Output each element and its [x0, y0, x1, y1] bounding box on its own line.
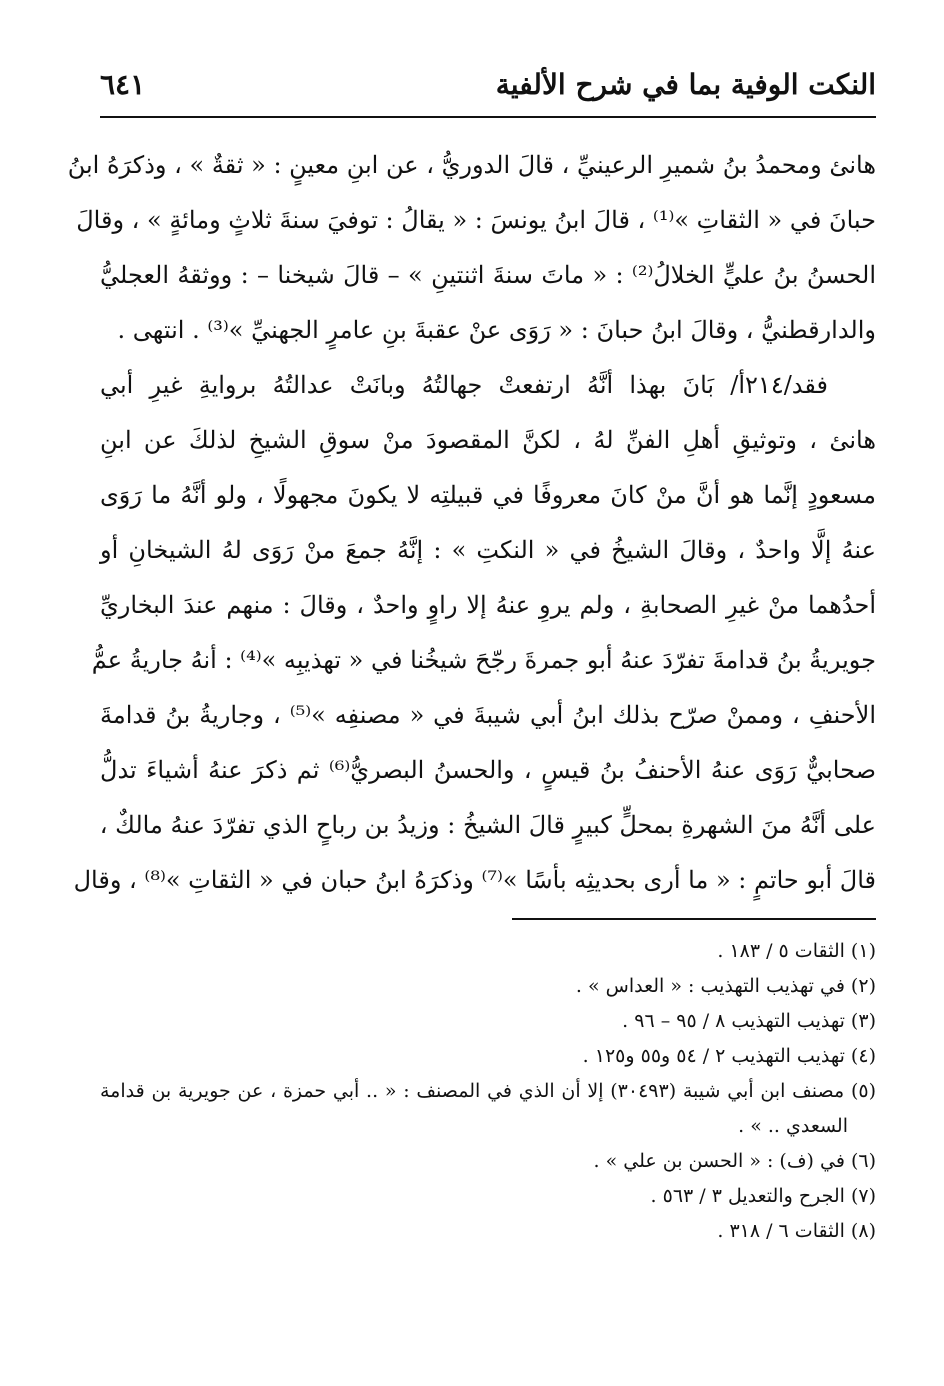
footnote-continuation: السعدي .. » . — [738, 1115, 848, 1137]
footnote: (٧) الجرح والتعديل ٣ / ٥٦٣ . — [650, 1185, 876, 1207]
text-line: عنهُ إلَّا واحدٌ ، وقالَ الشيخُ في « النكتِ » : إنَّهُ جمعَ منْ رَوَى لهُ الشيخانِ أو — [100, 536, 876, 564]
header-title: النكت الوفية بما في شرح الألفية — [495, 67, 876, 101]
text-line: هانئ ومحمدُ بنُ شميرِ الرعينيِّ ، قالَ الدوريُّ ، عن ابنِ معينٍ : « ثقةٌ » ، وذكرَهُ ابنُ — [67, 151, 876, 179]
text-line: الحسنُ بنُ عليٍّ الخلالُ⁽²⁾ : « ماتَ سنةَ اثنتينِ » – قالَ شيخنا – : ووثقهُ العجليُّ — [100, 261, 877, 289]
text-line: مسعودٍ إنَّما هو أنَّ منْ كانَ معروفًا في قبيلتِه لا يكونَ مجهولًا ، ولو أنَّهُ ما رَوَى — [100, 481, 876, 509]
text-line: على أنَّهُ منَ الشهرةِ بمحلٍّ كبيرٍ قالَ الشيخُ : وزيدُ بن رباحٍ الذي تفرّدَ عنهُ مالكٌ ، — [99, 811, 876, 839]
text-line: أحدُهما منْ غيرِ الصحابةِ ، ولم يروِ عنهُ إلا راوٍ واحدٌ ، وقالَ : منهم عندَ البخاريِّ — [100, 591, 876, 619]
running-header — [100, 60, 876, 108]
text-line: صحابيٌّ رَوَى عنهُ الأحنفُ بنُ قيسٍ ، والحسنُ البصريُّ⁽⁶⁾ ثم ذكرَ عنهُ أشياءَ تدلُّ — [100, 756, 876, 784]
text-line: حبانَ في « الثقاتِ »⁽¹⁾ ، قالَ ابنُ يونسَ : « يقالُ : توفيَ سنةَ ثلاثٍ ومائةٍ » ، وقالَ — [76, 206, 876, 234]
text-line: قالَ أبو حاتمٍ : « ما أرى بحديثِه بأسًا »⁽⁷⁾ وذكرَهُ ابنُ حبان في « الثقاتِ »⁽⁸⁾ ، وقال — [73, 866, 876, 894]
header-rule — [100, 116, 876, 118]
text-line: الأحنفِ ، وممنْ صرّح بذلك ابنُ أبي شيبةَ في « مصنفِه »⁽⁵⁾ ، وجاريةُ بنُ قدامةَ — [100, 701, 876, 729]
footnote: (٣) تهذيب التهذيب ٨ / ٩٥ – ٩٦ . — [622, 1010, 876, 1032]
footnote: (٥) مصنف ابن أبي شيبة (٣٠٤٩٣) إلا أن الذي في المصنف : « .. أبي حمزة ، عن جويرية بن قدامة — [100, 1080, 876, 1102]
footnote: (٢) في تهذيب التهذيب : « العداس » . — [575, 975, 876, 997]
main-text — [67, 138, 877, 908]
footnote: (١) الثقات ٥ / ١٨٣ . — [717, 940, 876, 962]
footnote: (٤) تهذيب التهذيب ٢ / ٥٤ و٥٥ و١٢٥ . — [582, 1045, 876, 1067]
text-line: والدارقطنيُّ ، وقالَ ابنُ حبانَ : « رَوَى عنْ عقبةَ بنِ عامرٍ الجهنيِّ »⁽³⁾ . انتهى . — [117, 316, 876, 344]
footnotes — [100, 934, 876, 1249]
footnote-separator — [512, 918, 876, 920]
page-number: ٦٤١ — [100, 67, 146, 101]
footnote: (٦) في (ف) : « الحسن بن علي » . — [593, 1150, 876, 1172]
text-line: هانئ ، وتوثيقِ أهلِ الفنِّ لهُ ، لكنَّ المقصودَ منْ سوقِ الشيخِ لذلكَ عن ابنِ — [100, 426, 877, 454]
footnote: (٨) الثقات ٦ / ٣١٨ . — [717, 1220, 876, 1242]
text-line: فقد/٢١٤أ/ بَانَ بهذا أنَّهُ ارتفعتْ جهالتُهُ وبانَتْ عدالتُهُ بروايةِ غيرِ أبي — [100, 371, 828, 399]
text-line: جويريةُ بنُ قدامةَ تفرّدَ عنهُ أبو جمرةَ رجّحَ شيخُنا في « تهذيبِه »⁽⁴⁾ : أنهُ جاريةُ عمُّ — [91, 646, 876, 674]
